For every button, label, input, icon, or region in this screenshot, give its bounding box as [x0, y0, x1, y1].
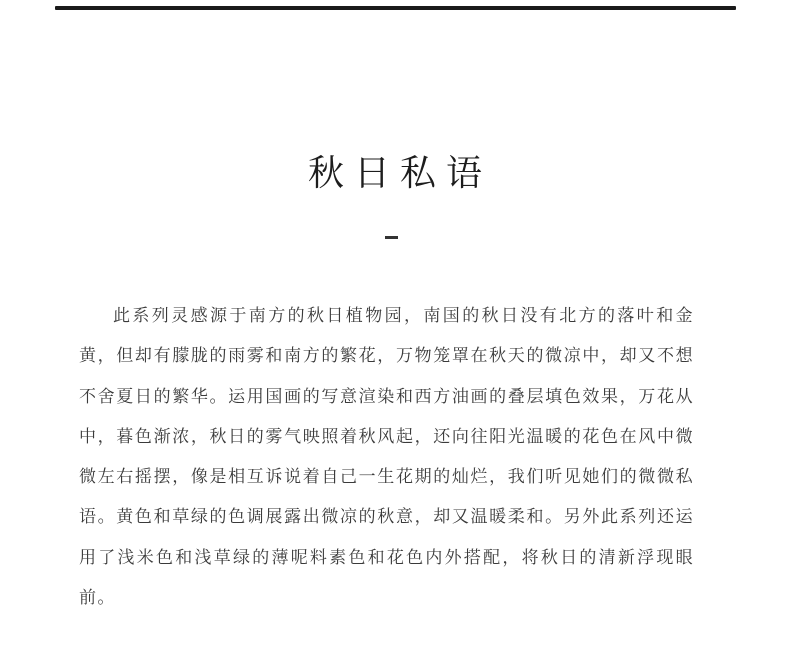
top-divider-rule: [55, 6, 736, 10]
page-title: 秋日私语: [307, 153, 492, 194]
description-paragraph: 此系列灵感源于南方的秋日植物园，南国的秋日没有北方的落叶和金黄，但却有朦胧的雨雾和南方的繁花，万物笼罩在秋天的微凉中，却又不想不舍夏日的繁华。运用国画的写意渲染和西方油画的叠层填色效果，万花从中，暮色渐浓，秋日的雾气映照着秋风起，还向往阳光温暖的花色在风中微微左右摇摆，像是相互诉说着自己一生花期的灿烂，我们听见她们的微微私语。黄色和草绿的色调展露出微凉的秋意，却又温暖柔和。另外此系列还运用了浅米色和浅草绿的薄呢料素色和花色内外搭配，将秋日的清新浮现眼前。: [79, 306, 694, 609]
title-underline-dash: [385, 236, 398, 239]
